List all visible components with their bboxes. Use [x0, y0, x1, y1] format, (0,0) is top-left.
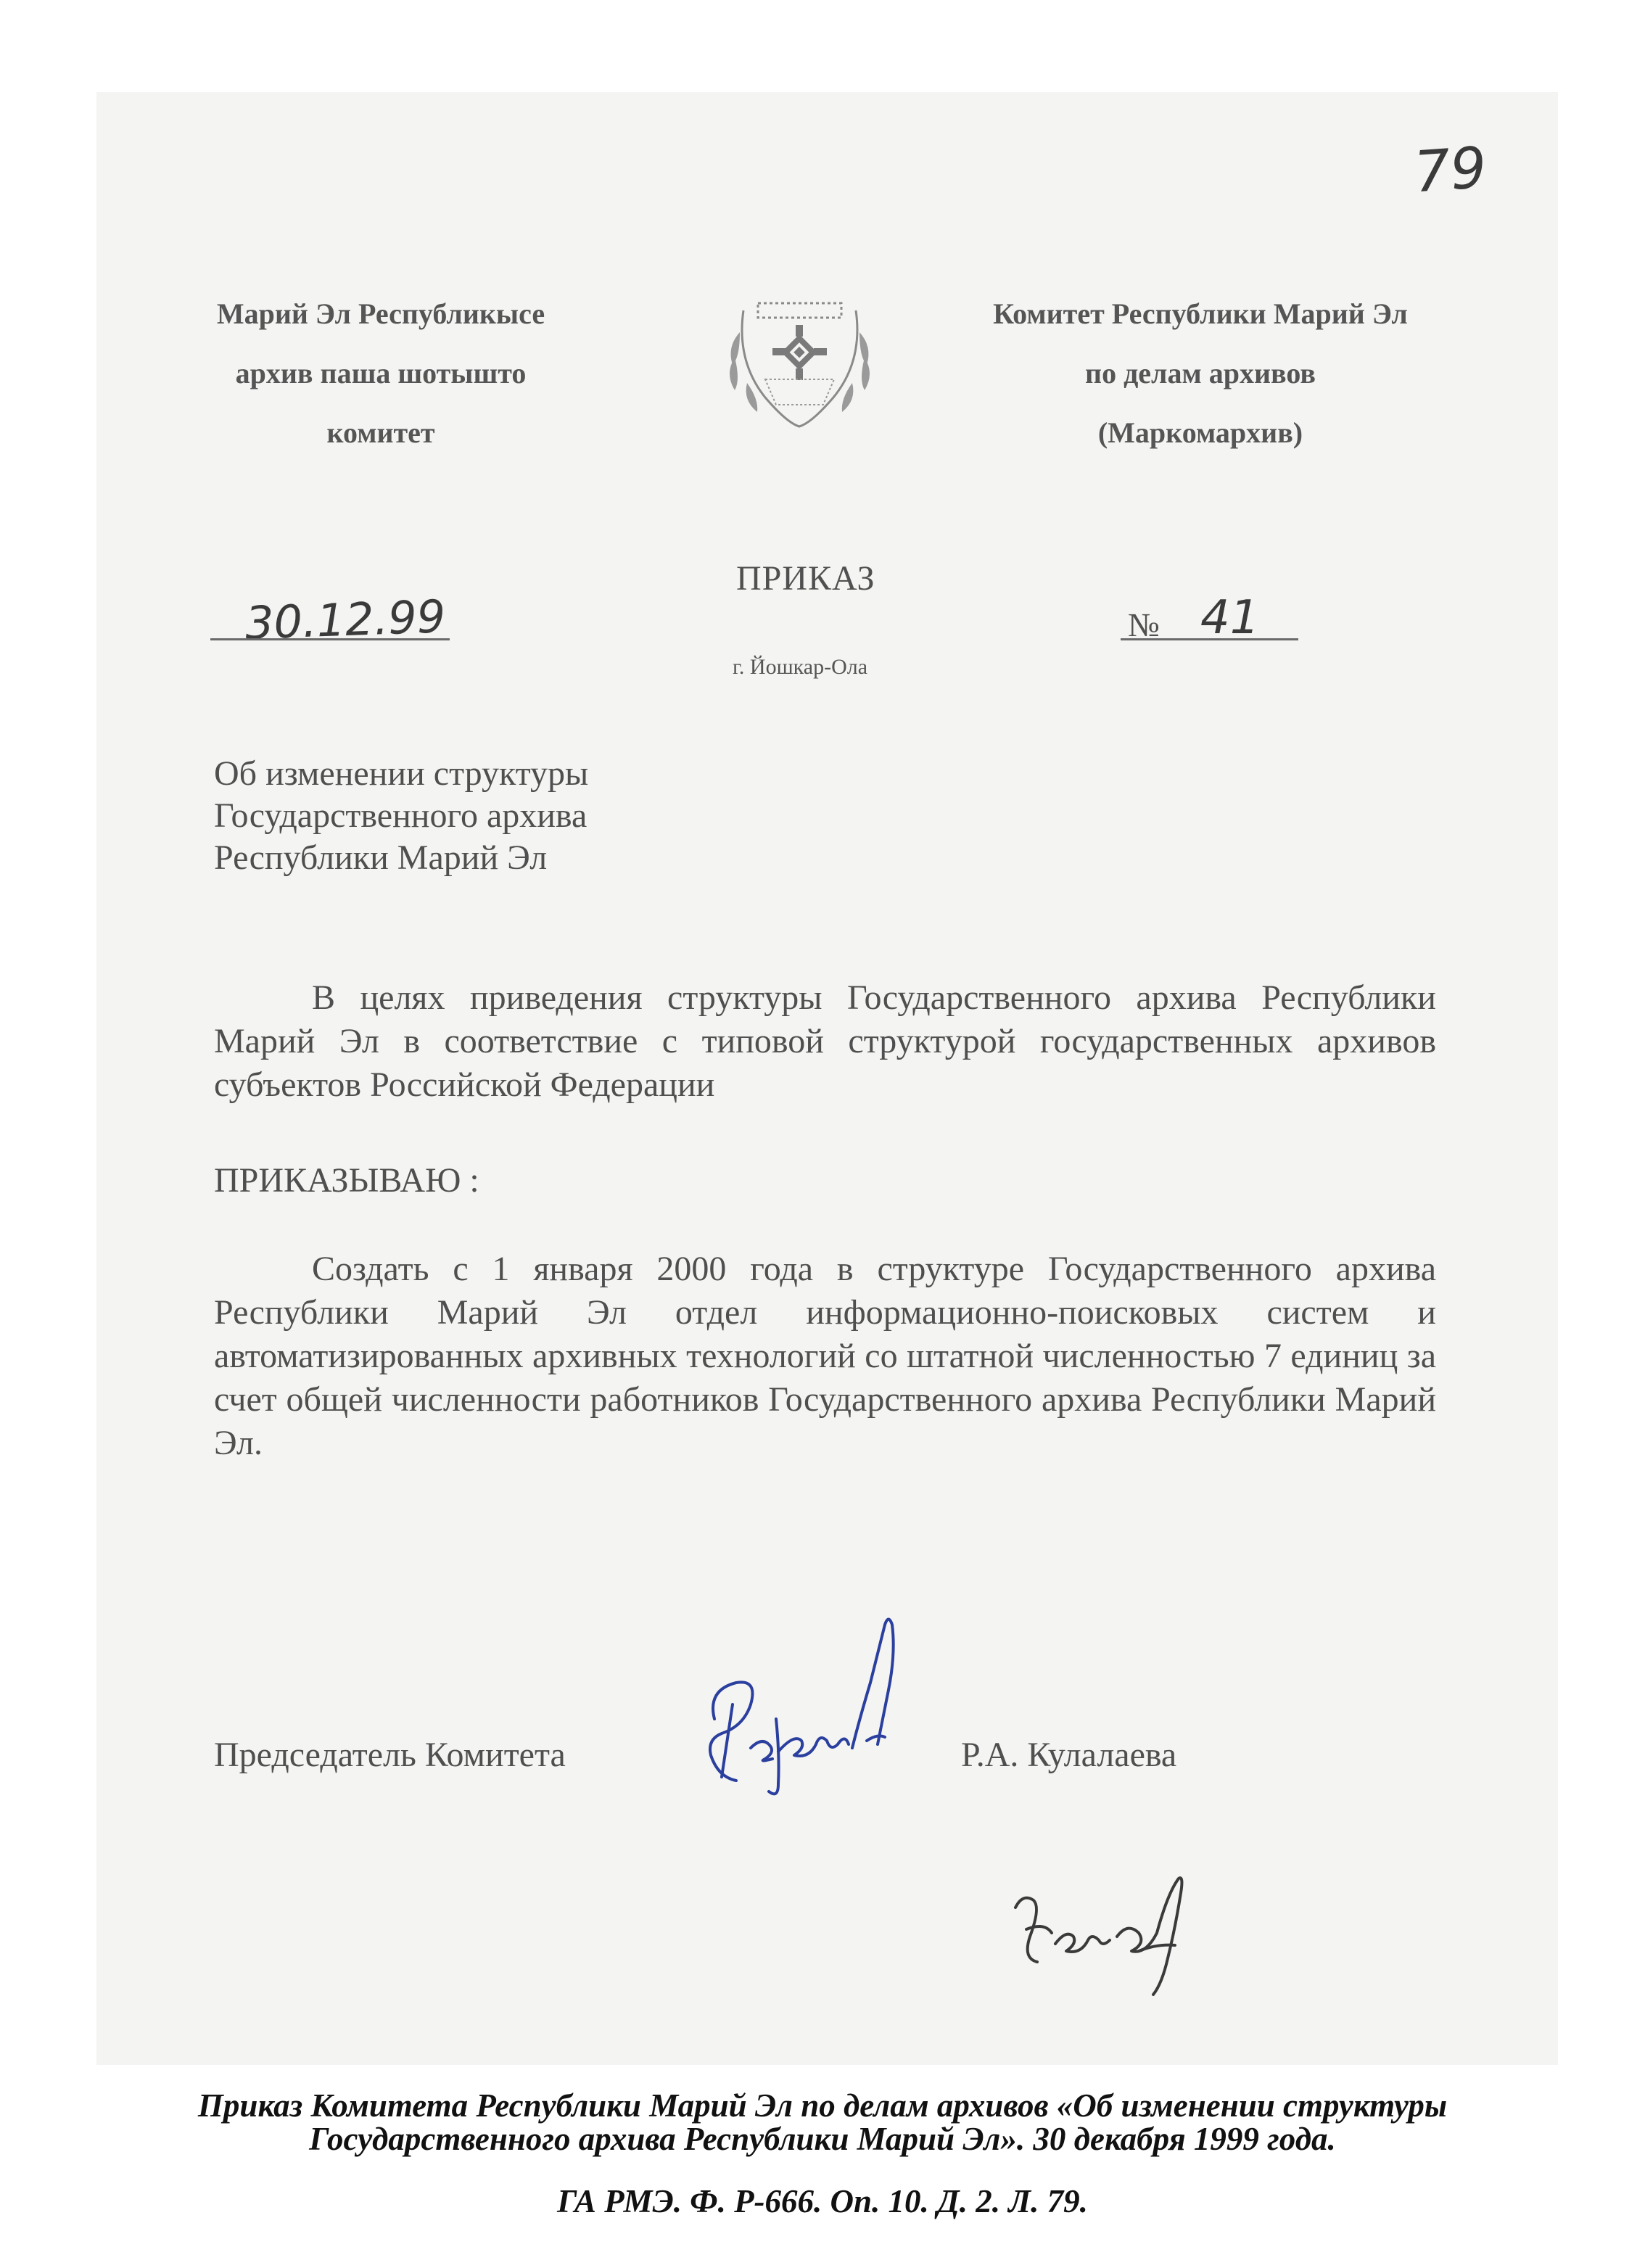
handwritten-number: 41 — [1200, 591, 1260, 645]
document-title: ПРИКАЗ — [736, 559, 875, 598]
order-word: ПРИКАЗЫВАЮ : — [214, 1161, 479, 1200]
preamble-paragraph: В целях приведения структуры Государственного архива Республики Марий Эл в соответствие с типовой структурой государственных архивов субъектов Российской Федерации — [214, 978, 1436, 1104]
caption-line: Государственного архива Республики Марий Эл». 30 декабря 1999 года. — [309, 2121, 1336, 2157]
handwritten-initials — [1001, 1864, 1197, 2009]
subject-line: Республики Марий Эл — [214, 838, 548, 877]
city-line: г. Йошкар-Ола — [733, 655, 868, 679]
number-underline — [1121, 638, 1298, 640]
caption-reference: ГА РМЭ. Ф. Р-666. Оп. 10. Д. 2. Л. 79. — [557, 2183, 1088, 2219]
handwritten-date: 30.12.99 — [244, 590, 447, 650]
header-left — [185, 284, 577, 463]
date-underline — [210, 638, 450, 640]
caption-line: Приказ Комитета Республики Марий Эл по делам архивов «Об изменении структуры — [197, 2087, 1448, 2124]
chairman-signature — [693, 1610, 932, 1806]
header-right-line: по делам архивов — [1085, 357, 1316, 389]
header-left-line: комитет — [326, 416, 435, 449]
coat-of-arms-emblem — [714, 289, 885, 437]
signatory-title: Председатель Комитета — [214, 1736, 566, 1774]
number-label: № — [1128, 606, 1160, 643]
caption-title — [73, 2089, 1572, 2156]
header-right-line: Комитет Республики Марий Эл — [993, 297, 1408, 330]
header-right — [950, 284, 1451, 463]
header-left-line: архив паша шотышто — [235, 357, 527, 389]
subject-line: Государственного архива — [214, 796, 588, 835]
order-subject — [214, 753, 588, 879]
subject-line: Об изменении структуры — [214, 754, 589, 793]
header-left-line: Марий Эл Республикысе — [216, 297, 545, 330]
archive-sheet-number: 79 — [1411, 135, 1489, 206]
signatory-name: Р.А. Кулалаева — [961, 1736, 1177, 1774]
order-paragraph: Создать с 1 января 2000 года в структуре Государственного архива Республики Марий Эл отдел информационно-поисковых систем и автоматизированных архивных технологий со штатной численностью 7 единиц за счет общей численности работников Государственного архива Республики Марий Эл. — [214, 1250, 1436, 1462]
header-right-line: (Маркомархив) — [1097, 416, 1303, 449]
